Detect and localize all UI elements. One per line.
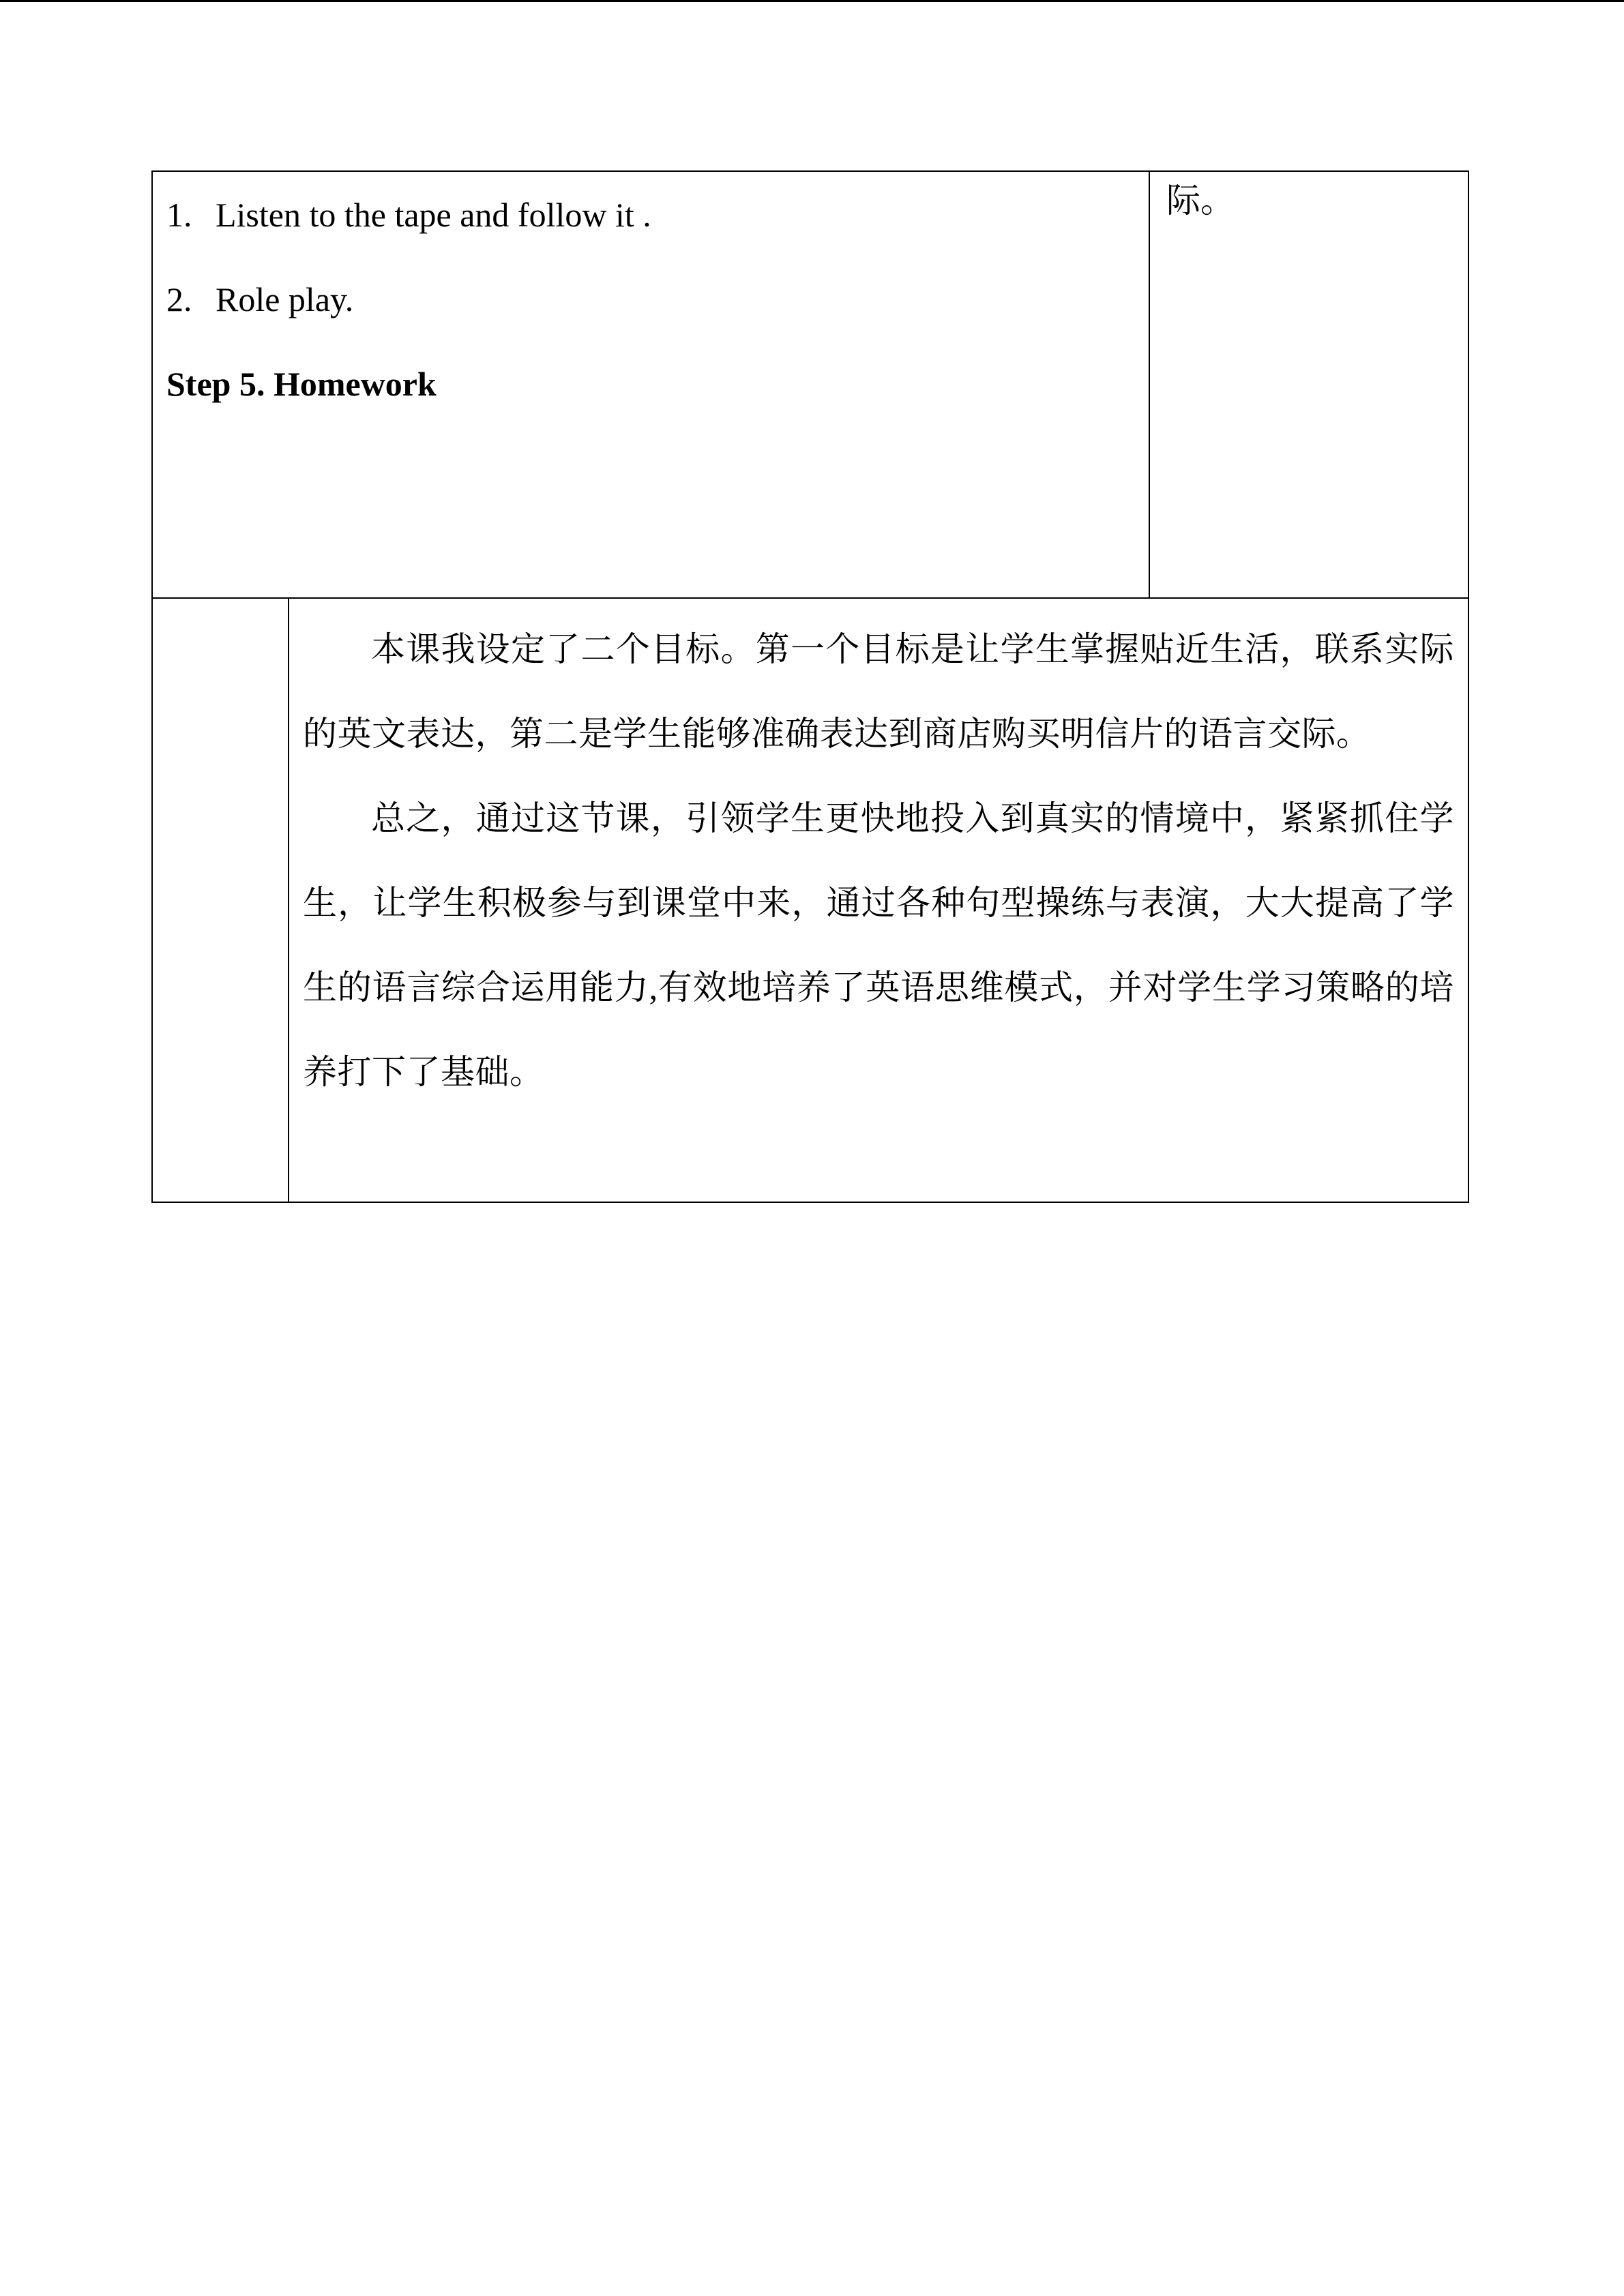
step-number: 1. xyxy=(166,196,192,234)
step-number: 2. xyxy=(166,280,192,318)
step-text: Listen to the tape and follow it . xyxy=(216,196,651,234)
reflection-label-cell xyxy=(152,598,289,1202)
reflection-cell xyxy=(289,598,1468,1202)
step-text: Role play. xyxy=(216,280,354,318)
step-item-2 xyxy=(166,282,353,316)
note-cell xyxy=(1149,171,1468,598)
reflection-paragraph-1: 本课我设定了二个目标。第一个目标是让学生掌握贴近生活，联系实际的英文表达，第二是学生能够准确表达到商店购买明信片的语言交际。 xyxy=(303,630,1454,753)
reflection-paragraph-2: 总之，通过这节课，引领学生更快地投入到真实的情境中，紧紧抓住学生，让学生积极参与到课堂中来，通过各种句型操练与表演，大大提高了学生的语言综合运用能力,有效地培养了英语思维模式，并对学生学习策略的培养打下了基础。 xyxy=(303,799,1454,1091)
note-text: 际。 xyxy=(1166,181,1235,220)
step-heading: Step 5. Homework xyxy=(166,365,437,403)
steps-cell xyxy=(152,171,1149,598)
lesson-plan-table xyxy=(151,170,1469,1203)
page-top-border xyxy=(0,0,1624,2)
table-row-procedure xyxy=(152,171,1468,598)
step-item-1 xyxy=(166,198,651,232)
table-row-reflection xyxy=(152,598,1468,1202)
